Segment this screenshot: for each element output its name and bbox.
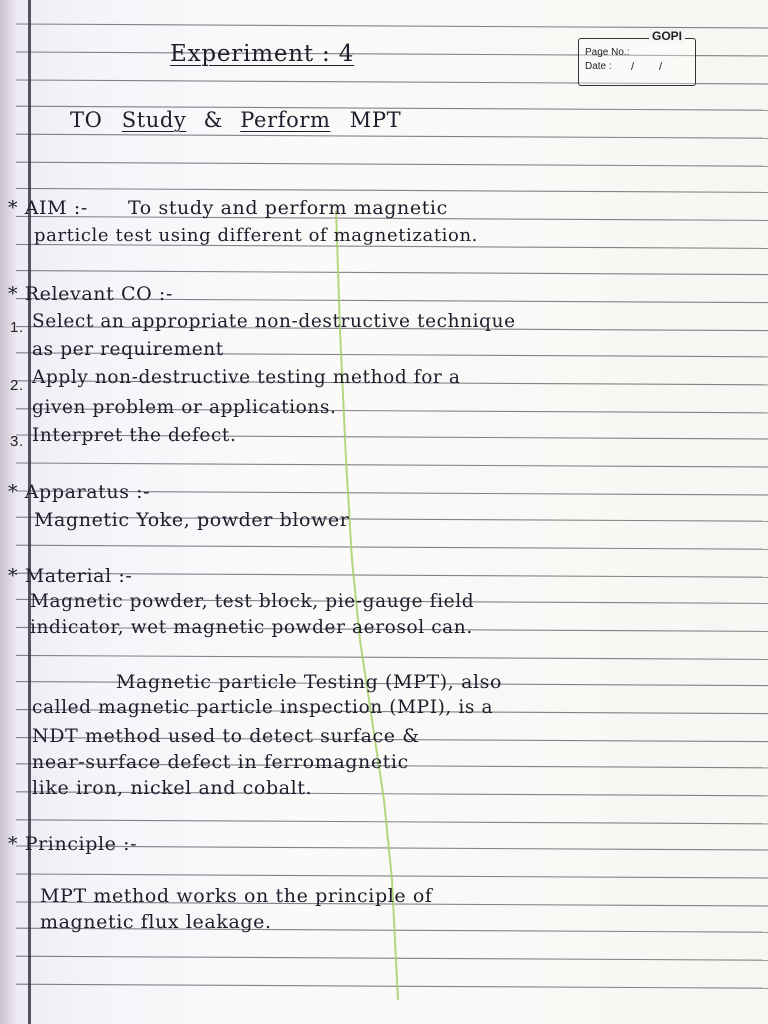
principle-line-2: magnetic flux leakage. bbox=[40, 911, 272, 933]
relevant-co-heading: * Relevant CO :- bbox=[8, 283, 173, 305]
subtitle-suffix: MPT bbox=[349, 108, 402, 132]
co-item-2-number: 2. bbox=[10, 377, 24, 394]
brand-logo-text: GOPI bbox=[649, 29, 685, 43]
apparatus-heading: * Apparatus :- bbox=[8, 481, 151, 503]
aim-line-2: particle test using different of magnetization. bbox=[34, 225, 478, 246]
co-item-1-number: 1. bbox=[10, 319, 24, 336]
intro-line-5: like iron, nickel and cobalt. bbox=[32, 777, 313, 799]
experiment-title: Experiment : 4 bbox=[170, 41, 355, 67]
co-item-3-line-1: Interpret the defect. bbox=[32, 425, 237, 446]
aim-heading: * AIM :- bbox=[8, 197, 88, 219]
material-line-2: indicator, wet magnetic powder aerosol can. bbox=[30, 617, 473, 638]
date-label: Date : bbox=[585, 61, 612, 72]
subtitle-prefix: TO bbox=[70, 108, 103, 132]
principle-line-1: MPT method works on the principle of bbox=[40, 885, 433, 907]
subtitle-ampersand: & bbox=[203, 108, 223, 132]
co-item-1-line-2: as per requirement bbox=[32, 339, 224, 360]
subtitle-study: Study bbox=[121, 108, 187, 132]
aim-line-1: To study and perform magnetic bbox=[128, 197, 448, 219]
date-separator-2: / bbox=[659, 61, 663, 73]
intro-line-4: near-surface defect in ferromagnetic bbox=[32, 751, 409, 773]
subtitle-line bbox=[70, 108, 401, 132]
page-no-label: Page No.: bbox=[585, 47, 630, 58]
co-item-3-number: 3. bbox=[10, 433, 24, 450]
co-item-2-line-2: given problem or applications. bbox=[32, 397, 337, 418]
material-line-1: Magnetic powder, test block, pie-gauge field bbox=[30, 591, 475, 612]
intro-line-3: NDT method used to detect surface & bbox=[32, 725, 420, 747]
date-separator-1: / bbox=[631, 61, 635, 73]
apparatus-line-1: Magnetic Yoke, powder blower bbox=[34, 509, 350, 531]
co-item-2-line-1: Apply non-destructive testing method for a bbox=[32, 367, 461, 388]
subtitle-perform: Perform bbox=[240, 108, 331, 132]
intro-line-2: called magnetic particle inspection (MPI), is a bbox=[32, 697, 494, 718]
principle-heading: * Principle :- bbox=[8, 833, 138, 855]
intro-line-1: Magnetic particle Testing (MPT), also bbox=[116, 671, 503, 693]
co-item-1-line-1: Select an appropriate non-destructive technique bbox=[32, 311, 516, 332]
page-number-box bbox=[578, 29, 696, 86]
material-heading: * Material :- bbox=[8, 565, 133, 587]
